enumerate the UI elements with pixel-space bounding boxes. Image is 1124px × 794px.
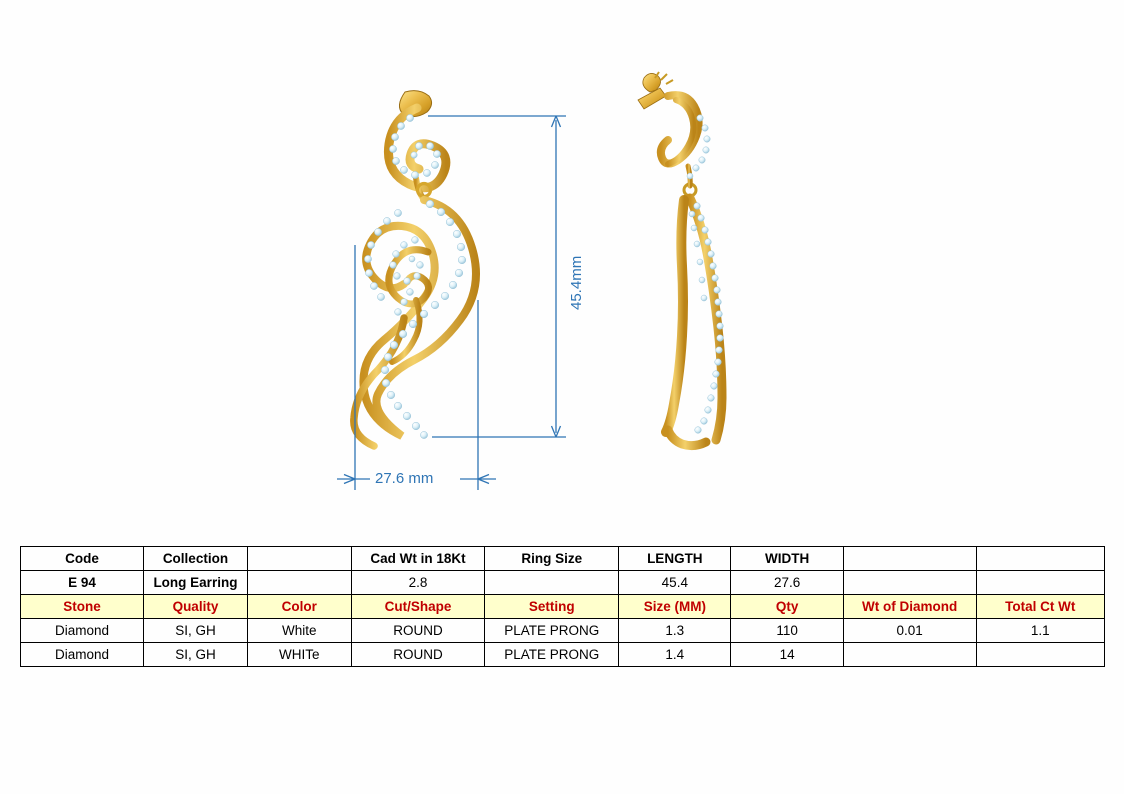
cell-value-cad-wt: 2.8 xyxy=(351,571,485,595)
cell-stone1-wt-of-diamond: 0.01 xyxy=(843,619,976,643)
cell-stone-header-total-ct-wt: Total Ct Wt xyxy=(976,595,1104,619)
cell-stone1-total-ct-wt: 1.1 xyxy=(976,619,1104,643)
cell-stone2-setting: PLATE PRONG xyxy=(485,643,619,667)
cell-header-blank2 xyxy=(843,547,976,571)
cell-value-width: 27.6 xyxy=(731,571,843,595)
cell-header-cad-wt: Cad Wt in 18Kt xyxy=(351,547,485,571)
cell-stone-header-quality: Quality xyxy=(144,595,248,619)
cell-stone2-cut-shape: ROUND xyxy=(351,643,485,667)
table-row-header xyxy=(21,547,1105,571)
cell-stone-header-cut-shape: Cut/Shape xyxy=(351,595,485,619)
table-row-stone-2 xyxy=(21,643,1105,667)
cell-stone-header-setting: Setting xyxy=(485,595,619,619)
dimension-lines xyxy=(337,116,566,490)
cell-value-ring-size xyxy=(485,571,619,595)
width-dimension-label: 27.6 mm xyxy=(375,470,434,487)
cell-stone-header-stone: Stone xyxy=(21,595,144,619)
cell-value-blank1 xyxy=(247,571,351,595)
cell-stone1-setting: PLATE PRONG xyxy=(485,619,619,643)
cell-stone-header-wt-of-diamond: Wt of Diamond xyxy=(843,595,976,619)
side-view-render xyxy=(638,72,723,446)
cell-stone1-qty: 110 xyxy=(731,619,843,643)
cell-stone1-stone: Diamond xyxy=(21,619,144,643)
table-row-values xyxy=(21,571,1105,595)
cell-stone2-total-ct-wt xyxy=(976,643,1104,667)
cell-stone2-stone: Diamond xyxy=(21,643,144,667)
cell-header-blank3 xyxy=(976,547,1104,571)
table-row-stone-header xyxy=(21,595,1105,619)
cell-stone1-cut-shape: ROUND xyxy=(351,619,485,643)
cell-stone-header-size: Size (MM) xyxy=(619,595,731,619)
cell-value-code: E 94 xyxy=(21,571,144,595)
cell-value-collection: Long Earring xyxy=(144,571,248,595)
cell-value-length: 45.4 xyxy=(619,571,731,595)
cell-header-length: LENGTH xyxy=(619,547,731,571)
cell-stone2-wt-of-diamond xyxy=(843,643,976,667)
cell-header-blank1 xyxy=(247,547,351,571)
cell-stone-header-color: Color xyxy=(247,595,351,619)
height-dimension-label: 45.4mm xyxy=(568,255,585,310)
cell-stone1-color: White xyxy=(247,619,351,643)
cell-header-code: Code xyxy=(21,547,144,571)
cell-stone1-size: 1.3 xyxy=(619,619,731,643)
specification-table xyxy=(20,546,1105,667)
cell-stone-header-qty: Qty xyxy=(731,595,843,619)
cell-stone2-color: WHITe xyxy=(247,643,351,667)
cell-value-blank2 xyxy=(843,571,976,595)
cell-header-collection: Collection xyxy=(144,547,248,571)
front-view-render xyxy=(354,91,476,446)
cell-stone1-quality: SI, GH xyxy=(144,619,248,643)
cell-value-blank3 xyxy=(976,571,1104,595)
cell-stone2-qty: 14 xyxy=(731,643,843,667)
cell-header-width: WIDTH xyxy=(731,547,843,571)
cell-stone2-quality: SI, GH xyxy=(144,643,248,667)
cell-header-ring-size: Ring Size xyxy=(485,547,619,571)
cell-stone2-size: 1.4 xyxy=(619,643,731,667)
table-row-stone-1 xyxy=(21,619,1105,643)
